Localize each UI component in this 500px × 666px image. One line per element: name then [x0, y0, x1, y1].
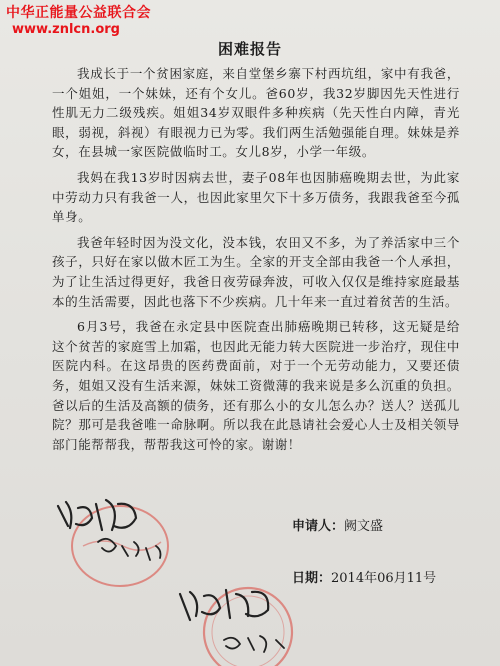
paragraph: 我妈在我13岁时因病去世，妻子08年也因肺癌晚期去世，为此家中劳动力只有我爸一人，也因此家里欠下十多万债务，我跟我爸至今孤单身。	[52, 169, 460, 225]
site-watermark	[6, 4, 176, 38]
date-value: 2014年06月11号	[331, 571, 437, 586]
seal-stamp-icon	[38, 486, 188, 591]
date-label: 日期：	[292, 571, 332, 586]
applicant-line	[292, 515, 383, 534]
report-body	[52, 64, 460, 460]
paragraph: 6月3号，我爸在永定县中医院查出肺癌晚期已转移，这无疑是给这个贫苦的家庭雪上加霜，也因此无能力转大医院进一步治疗，现住中医院内科。在这昂贵的医药费面前，对于一个无劳动能力，又要还债务，姐姐又没有生活来源，妹妹工资微薄的我来说是多么沉重的负担。爸以后的生活及高额的债务，还有那么小的女儿怎么办？送人？送孤儿院？那可是我爸唯一命脉啊。所以我在此恳请社会爱心人士及相关领导部门能帮帮我，帮帮我这可怜的家。谢谢！	[52, 319, 460, 452]
applicant-name: 阙文盛	[344, 519, 384, 534]
seal-stamp-icon	[160, 580, 320, 666]
applicant-label: 申请人：	[292, 519, 345, 534]
left-seal-and-signature	[38, 486, 188, 591]
right-seal-and-signature	[160, 580, 320, 666]
watermark-org-name: 中华正能量公益联合会	[6, 5, 151, 21]
paragraph: 我成长于一个贫困家庭，来自堂堡乡寨下村西坑组，家中有我爸，一个姐姐，一个妹妹，还有个女儿。爸60岁，我32岁脚因先天性进行性肌无力二级残疾。姐姐34岁双眼件多种疾病（先天性白内障，青光眼，弱视，斜视）有眼视力已为零。我们两生活勉强能自理。妹妹是养女，在县城一家医院做临时工。女儿8岁，小学一年级。	[52, 66, 460, 160]
page-title: 困难报告	[217, 40, 282, 58]
watermark-url: www.znlcn.org	[12, 22, 120, 37]
paragraph: 我爸年轻时因为没文化，没本钱，农田又不多，为了养活家中三个孩子，只好在家以做木匠工为生。全家的开支全部由我爸一个人承担，为了让生活过得更好，我爸日夜劳碌奔波，可收入仅仅是维持家庭最基本的生活需要，因此也落下不少疾病。几十年来一直过着贫苦的生活。	[52, 234, 460, 309]
